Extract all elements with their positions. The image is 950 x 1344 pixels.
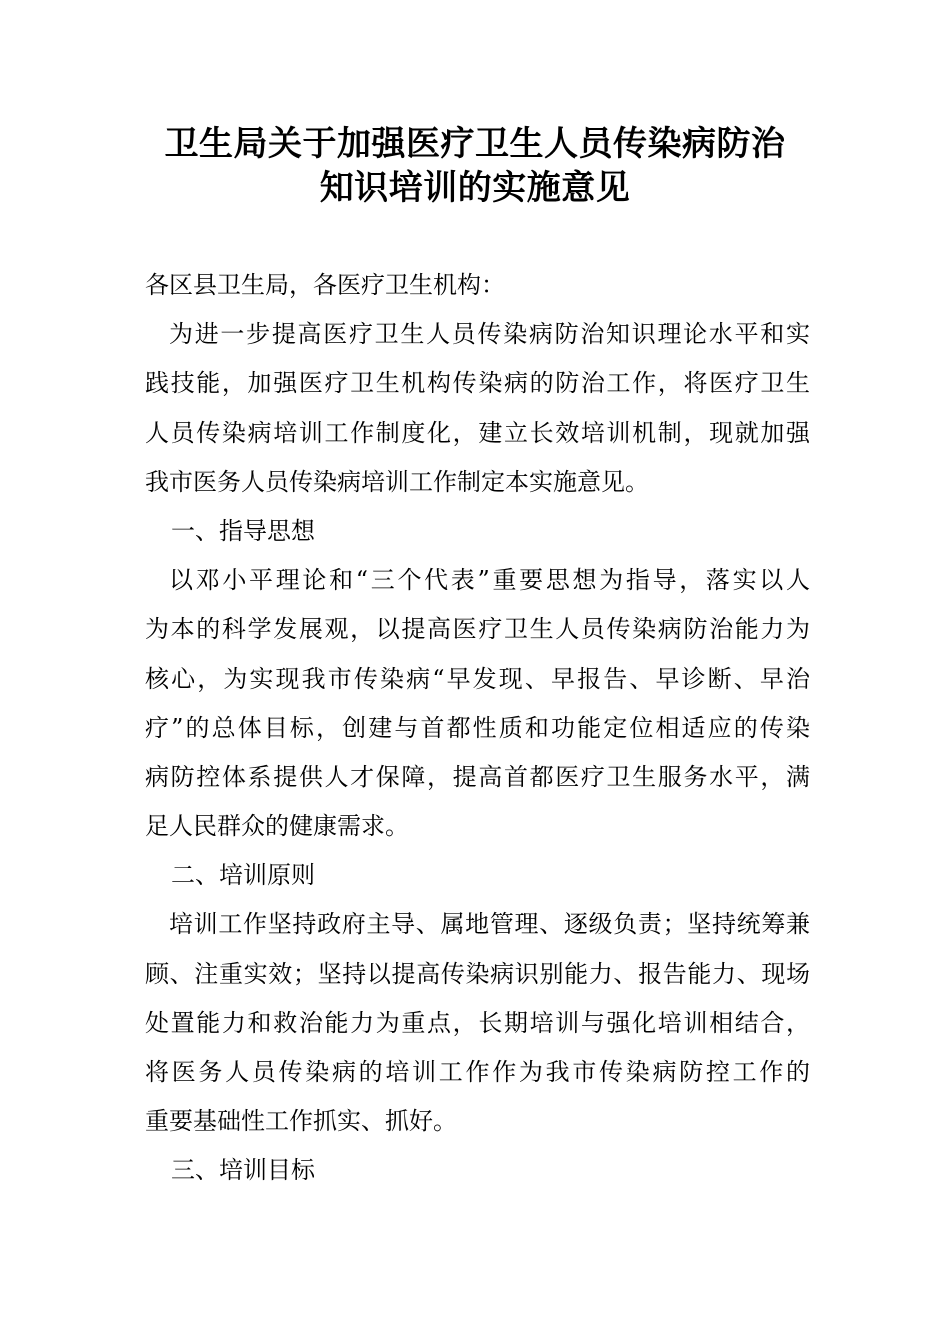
section-heading: 一、指导思想	[171, 516, 315, 545]
section-heading: 二、培训原则	[171, 861, 315, 890]
salutation: 各区县卫生局，各医疗卫生机构：	[145, 271, 505, 299]
paragraph-line: 为进一步提高医疗卫生人员传染病防治知识理论水平和实	[169, 320, 810, 349]
document-title-line-1: 卫生局关于加强医疗卫生人员传染病防治	[164, 124, 786, 164]
paragraph-line: 重要基础性工作抓实、抓好。	[145, 1107, 457, 1136]
paragraph-line: 以邓小平理论和“三个代表”重要思想为指导，落实以人	[169, 566, 810, 595]
paragraph-line: 顾、注重实效；坚持以提高传染病识别能力、报告能力、现场	[145, 959, 810, 988]
paragraph-line: 疗”的总体目标，创建与首都性质和功能定位相适应的传染	[145, 713, 810, 742]
paragraph-line: 病防控体系提供人才保障，提高首都医疗卫生服务水平，满	[145, 762, 810, 791]
paragraph-line: 处置能力和救治能力为重点，长期培训与强化培训相结合，	[145, 1008, 810, 1037]
paragraph-line: 人员传染病培训工作制度化，建立长效培训机制，现就加强	[145, 418, 810, 447]
paragraph-line: 培训工作坚持政府主导、属地管理、逐级负责；坚持统筹兼	[169, 910, 810, 939]
paragraph-line: 我市医务人员传染病培训工作制定本实施意见。	[145, 467, 649, 496]
document-title-line-2: 知识培训的实施意见	[319, 168, 631, 208]
paragraph-line: 践技能，加强医疗卫生机构传染病的防治工作，将医疗卫生	[145, 369, 810, 398]
document-body	[145, 261, 810, 1196]
paragraph-line: 为本的科学发展观，以提高医疗卫生人员传染病防治能力为	[145, 615, 810, 644]
paragraph-line: 核心，为实现我市传染病“早发现、早报告、早诊断、早治	[145, 664, 810, 693]
paragraph-line: 将医务人员传染病的培训工作作为我市传染病防控工作的	[145, 1058, 810, 1086]
section-heading: 三、培训目标	[171, 1156, 315, 1185]
paragraph-line: 足人民群众的健康需求。	[145, 812, 409, 841]
